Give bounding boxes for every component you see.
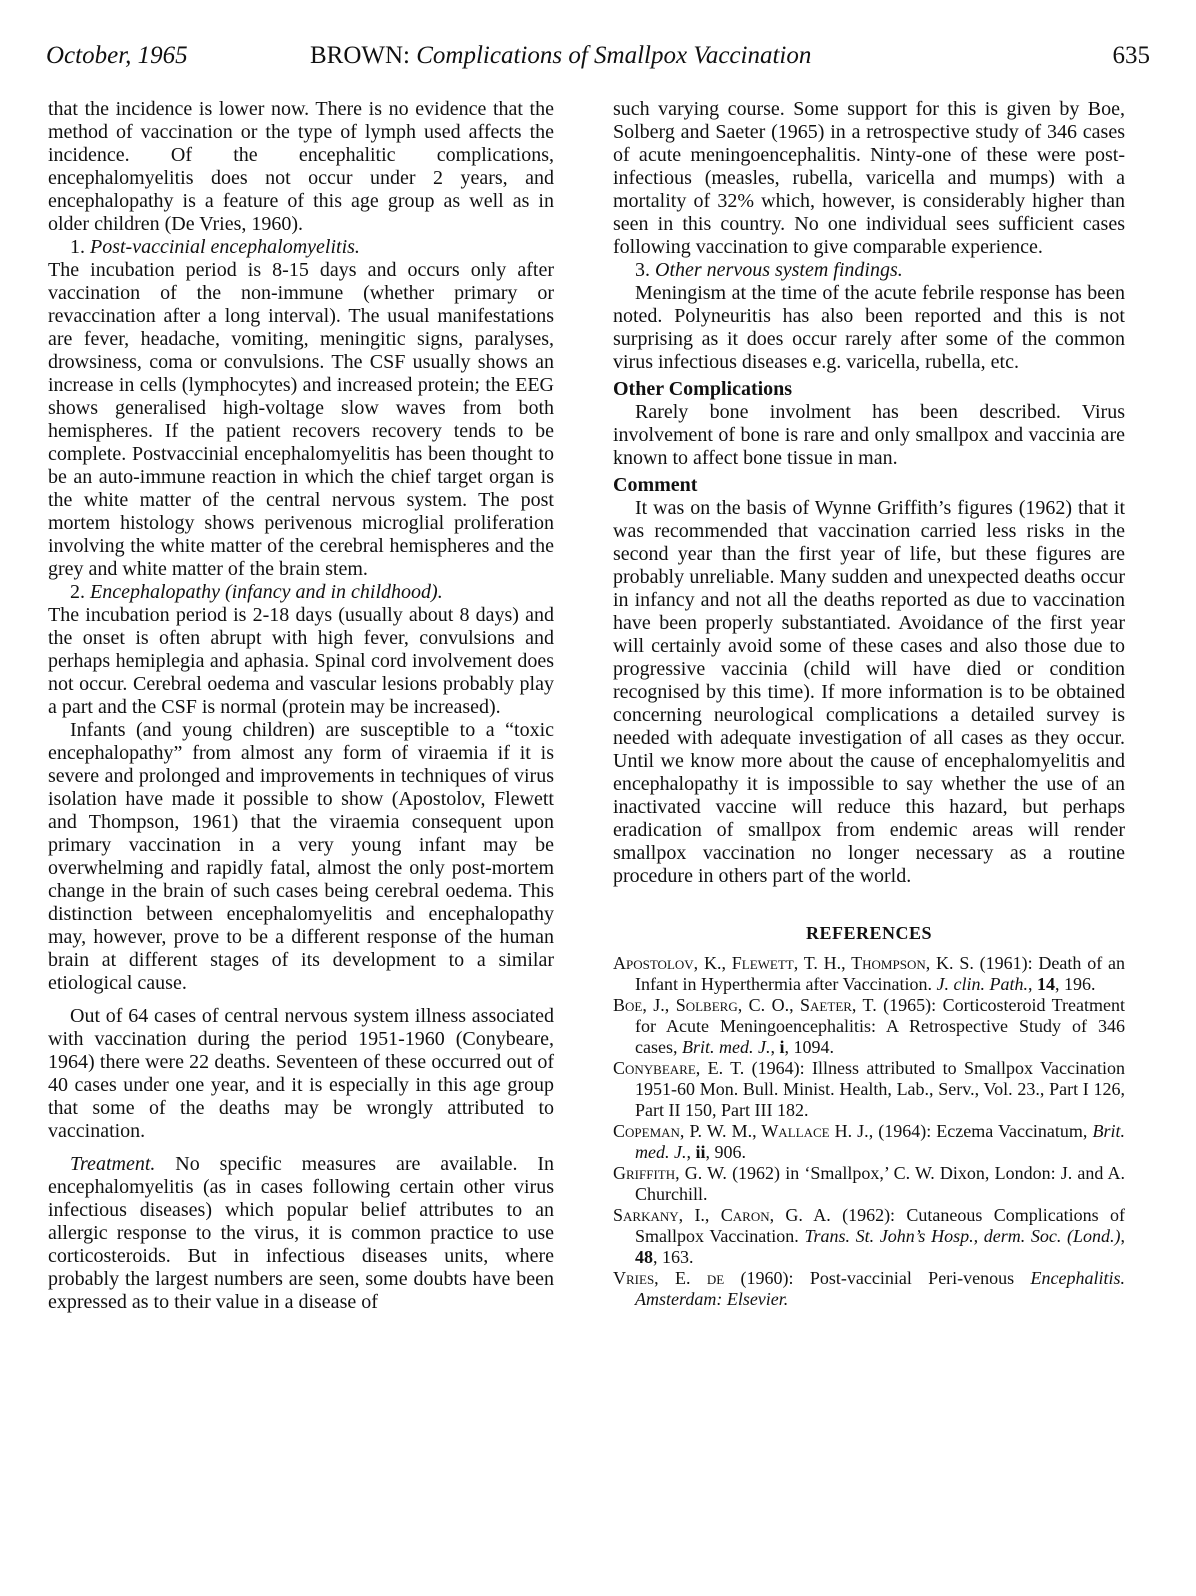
section-heading: Comment: [613, 474, 698, 496]
reference-text: (1960): Post-vaccinial Peri-venous: [724, 1268, 1031, 1288]
section-heading: 3. Other nervous system findings.: [635, 259, 903, 281]
reference-text: , 163.: [653, 1247, 694, 1267]
paragraph: It was on the basis of Wynne Griffith’s figures (1962) that it was recommended that vaccination carried less risks in the second year than the first year of life, but these figures are probably unreliable. Many sudden and unexpected deaths occur in infancy and not all the deaths reported as due to vaccination have been properly substantiated. Avoidance of the first year will certainly avoid some of these cases and also those due to progressive vaccinia (child will have died or condition recognised by this time). If more information is to be obtained concerning neurological complications a detailed survey is needed with adequate investigation of all cases as they occur. Until we know more about the cause of encephalomyelitis and encephalopathy it is impossible to say whether the use of an inactivated vaccine will reduce this hazard, but perhaps eradication of smallpox from endemic areas will render smallpox vaccination no longer necessary as a routine procedure in others part of the world.: [613, 497, 1125, 887]
reference-text: , 1094.: [784, 1037, 834, 1057]
paragraph: Rarely bone involment has been described. Virus involvement of bone is rare and only smallpox and vaccinia are known to affect bone tissue in man.: [613, 401, 1125, 469]
reference-item: [613, 1163, 1125, 1205]
reference-text: ,: [1120, 1226, 1125, 1246]
issue-date: October, 1965: [46, 42, 188, 69]
reference-text: (1964): Illness attributed to Smallpox Vaccination 1951-60 Mon. Bull. Minist. Health, Lab., Serv., Vol. 23., Part I 126, Part II 150, Part III 182.: [635, 1058, 1125, 1120]
reference-text: ,: [1028, 974, 1038, 994]
reference-volume: 48: [635, 1247, 653, 1267]
reference-item: [613, 1268, 1125, 1310]
reference-item: [613, 1205, 1125, 1268]
reference-journal: Encephalitis. Amsterdam: Elsevier.: [635, 1268, 1125, 1309]
reference-authors: Boe, J., Solberg, C. O., Saeter, T.: [613, 995, 877, 1015]
section-heading: Other Complications: [613, 378, 793, 400]
reference-volume: ii: [695, 1142, 706, 1162]
section-heading: 1. Post-vaccinial encephalomyelitis.: [70, 236, 360, 258]
reference-authors: Apostolov, K., Flewett, T. H., Thompson, K. S.: [613, 953, 974, 973]
reference-volume: 14: [1037, 974, 1056, 994]
reference-authors: Sarkany, I., Caron, G. A.: [613, 1205, 831, 1225]
reference-item: [613, 953, 1125, 995]
reference-text: (1962) in ‘Smallpox,’ C. W. Dixon, London: J. and A. Churchill.: [635, 1163, 1125, 1204]
reference-text: , 906.: [705, 1142, 746, 1162]
reference-text: , (1964): Eczema Vaccinatum,: [868, 1121, 1093, 1141]
reference-item: [613, 1058, 1125, 1121]
paragraph: Meningism at the time of the acute febrile response has been noted. Polyneuritis has also been reported and this is not surprising as it does occur rarely after some of the common virus infectious diseases e.g. varicella, rubella, etc.: [613, 282, 1125, 373]
reference-authors: Copeman, P. W. M., Wallace H. J.: [613, 1121, 869, 1141]
reference-text: , 196.: [1055, 974, 1096, 994]
reference-journal: Brit. med. J.: [681, 1037, 771, 1057]
reference-journal: J. clin. Path.: [936, 974, 1029, 994]
reference-text: (1962): Cutaneous Complications of Smallpox Vaccination.: [635, 1205, 1125, 1246]
reference-authors: Conybeare, E. T.: [613, 1058, 745, 1078]
paragraph: that the incidence is lower now. There is no evidence that the method of vaccination or the type of lymph used affects the incidence. Of the encephalitic complications, encephalomyelitis does not occur under 2 years, and encephalopathy is a feature of this age group as well as in older children (De Vries, 1960).: [48, 98, 554, 235]
reference-text: (1961): Death of an Infant in Hyperthermia after Vaccination.: [635, 953, 1125, 994]
reference-authors: Griffith, G. W.: [613, 1163, 727, 1183]
reference-list: [613, 953, 1125, 1310]
paragraph: Treatment. No specific measures are available. In encephalomyelitis (as in cases following certain other virus infectious diseases) which popular belief attributes to an allergic response to the virus, it is common practice to use corticosteroids. But in infectious diseases units, where probably the largest numbers are seen, some doubts have been expressed as to their value in a disease of: [48, 1153, 554, 1313]
running-head: [46, 40, 1150, 72]
right-column: [613, 98, 1125, 1310]
article-header: [310, 40, 811, 72]
reference-text: ,: [686, 1142, 696, 1162]
section-heading: 2. Encephalopathy (infancy and in childhood).: [70, 581, 443, 603]
paragraph: The incubation period is 2-18 days (usually about 8 days) and the onset is often abrupt with high fever, convulsions and perhaps hemiplegia and aphasia. Spinal cord involvement does not occur. Cerebral oedema and vascular lesions probably play a part and the CSF is normal (protein may be increased).: [48, 604, 554, 718]
reference-journal: Trans. St. John’s Hosp., derm. Soc. (Lond.): [804, 1226, 1121, 1246]
reference-authors: Vries, E. de: [613, 1268, 725, 1288]
article-title: Complications of Smallpox Vaccination: [416, 42, 812, 69]
reference-item: [613, 995, 1125, 1058]
paragraph: Out of 64 cases of central nervous system illness associated with vaccination during the period 1951-1960 (Conybeare, 1964) there were 22 deaths. Seventeen of these occurred out of 40 cases under one year, and it is especially in this age group that some of the deaths may be wrongly attributed to vaccination.: [48, 1005, 554, 1142]
reference-text: ,: [770, 1037, 780, 1057]
reference-text: (1965): Corticosteroid Treatment for Acute Meningoencephalitis: A Retrospective Study of 346 cases,: [635, 995, 1125, 1057]
author-name: BROWN:: [310, 42, 410, 69]
paragraph: Infants (and young children) are susceptible to a “toxic encephalopathy” from almost any form of viraemia if it is severe and prolonged and improvements in techniques of virus isolation have made it possible to show (Apostolov, Flewett and Thompson, 1961) that the viraemia consequent upon primary vaccination in a very young infant may be overwhelming and rapidly fatal, almost the only post-mortem change in the brain of such cases being cerebral oedema. This distinction between encephalomyelitis and encephalopathy may, however, prove to be a different response of the human brain at different stages of its development to a similar etiological cause.: [48, 719, 554, 994]
page-number: 635: [1112, 42, 1150, 69]
reference-item: [613, 1121, 1125, 1163]
references-heading: REFERENCES: [805, 923, 933, 943]
paragraph: such varying course. Some support for this is given by Boe, Solberg and Saeter (1965) in a retrospective study of 346 cases of acute meningoencephalitis. Ninty-one of these were post-infectious (measles, rubella, varicella and mumps) with a mortality of 32% which, however, is considerably higher than seen in this country. No one individual sees sufficient cases following vaccination to give comparable experience.: [613, 98, 1125, 258]
left-column: [48, 98, 554, 1314]
paragraph: The incubation period is 8-15 days and occurs only after vaccination of the non-immune (whether primary or revaccination after a long interval). The usual manifestations are fever, headache, vomiting, meningitic signs, paralyses, drowsiness, coma or convulsions. The CSF usually shows an increase in cells (lymphocytes) and increased protein; the EEG shows generalised high-voltage slow waves from both hemispheres. If the patient recovers recovery tends to be complete. Postvaccinial encephalomyelitis has been thought to be an auto-immune reaction in which the chief target organ is the white matter of the central nervous system. The post mortem histology shows perivenous microglial proliferation involving the white matter of the cerebral hemispheres and the grey and white matter of the brain stem.: [48, 259, 554, 580]
reference-volume: i: [779, 1037, 785, 1057]
reference-journal: Brit. med. J.: [635, 1121, 1125, 1162]
